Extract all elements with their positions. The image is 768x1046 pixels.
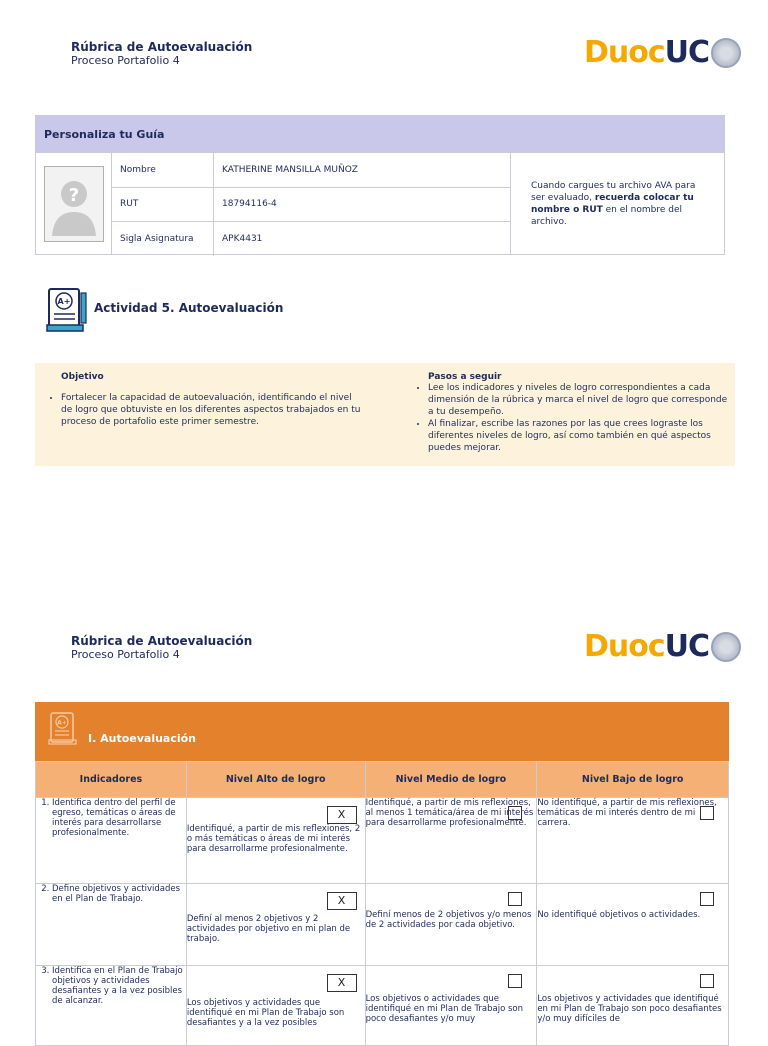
field-row-rut <box>112 188 510 223</box>
checkbox[interactable] <box>700 974 714 988</box>
indicator-text: 2. Define objetivos y actividades en el Plan de Trabajo. <box>52 884 186 904</box>
evaluation-icon <box>45 285 89 337</box>
steps-heading: Pasos a seguir <box>428 372 502 382</box>
level-text: Identifiqué, a partir de mis reflexiones, al menos 1 temática/área de mi interés para desarrollarme profesionalmente. <box>365 798 534 828</box>
rubric-header-row <box>36 762 729 798</box>
checkbox-marked[interactable]: X <box>327 892 357 910</box>
indicator-cell <box>36 966 187 1046</box>
level-cell-medio <box>365 884 537 966</box>
step-item: • Al finalizar, escribe las razones por las que crees lograste los diferentes niveles de logro, así como también en qué aspectos puedes mejorar. <box>428 418 728 454</box>
level-text: Los objetivos y actividades que identifiqué en mi Plan de Trabajo son desafiantes y a la vez posibles <box>186 998 345 1028</box>
objective-box <box>35 363 735 466</box>
field-row-name <box>112 153 510 188</box>
profile-placeholder-icon <box>44 166 104 242</box>
header-title-page2: Rúbrica de Autoevaluación <box>71 634 253 648</box>
header-subtitle-page2: Proceso Portafolio 4 <box>71 648 180 661</box>
objective-item: • Fortalecer la capacidad de autoevaluación, identificando el nivel de logro que obtuviste en los diferentes aspectos trabajados en tu proceso de portafolio este primer semestre. <box>61 392 361 428</box>
level-cell-bajo <box>537 798 729 884</box>
rut-field[interactable]: 18794116-4 <box>222 199 277 210</box>
field-label: Nombre <box>112 153 214 187</box>
duoc-uc-logo-page2 <box>584 629 741 664</box>
evaluation-icon-light <box>48 710 80 750</box>
note-bold: recuerda colocar tu nombre o RUT <box>531 192 694 215</box>
sigla-field[interactable]: APK4431 <box>222 233 263 244</box>
checkbox-marked[interactable]: X <box>327 974 357 992</box>
level-cell-bajo <box>537 884 729 966</box>
logo-duoc: Duoc <box>584 629 665 664</box>
header-subtitle: Proceso Portafolio 4 <box>71 54 180 67</box>
field-label: RUT <box>112 188 214 222</box>
logo-duoc: Duoc <box>584 35 665 70</box>
svg-text:A+: A+ <box>57 719 67 727</box>
guide-box <box>35 115 725 255</box>
column-header: Nivel Medio de logro <box>365 762 537 798</box>
level-text: Definí menos de 2 objetivos y/o menos de 2 actividades por cada objetivo. <box>365 910 532 930</box>
table-row <box>36 798 729 884</box>
column-header: Indicadores <box>36 762 187 798</box>
level-cell-medio <box>365 966 537 1046</box>
duoc-uc-logo <box>584 35 741 70</box>
indicator-cell <box>36 798 187 884</box>
level-text: No identifiqué, a partir de mis reflexiones, temáticas de mi interés dentro de mi carrera. <box>537 798 717 828</box>
level-text: Los objetivos y actividades que identifiqué en mi Plan de Trabajo son poco desafiantes y/o muy difíciles de <box>537 994 722 1024</box>
level-text: Los objetivos o actividades que identifiqué en mi Plan de Trabajo son poco desafiantes y/o muy <box>365 994 524 1024</box>
indicator-text: 3. Identifica en el Plan de Trabajo objetivos y actividades desafiantes y a la vez posibles de alcanzar. <box>52 966 186 1006</box>
level-cell-medio <box>365 798 537 884</box>
column-header: Nivel Bajo de logro <box>537 762 729 798</box>
name-field[interactable]: KATHERINE MANSILLA MUÑOZ <box>222 164 358 175</box>
objective-section <box>61 372 361 428</box>
checkbox[interactable] <box>508 974 522 988</box>
level-text: Identifiqué, a partir de mis reflexiones, 2 o más temáticas o áreas de mi interés para desarrollarme profesionalmente. <box>186 824 361 854</box>
objective-heading: Objetivo <box>61 372 104 382</box>
guide-fields <box>112 153 511 254</box>
section-bar <box>35 702 729 762</box>
level-text: No identifiqué objetivos o actividades. <box>537 910 701 920</box>
table-row <box>36 966 729 1046</box>
note-text: Cuando cargues tu archivo AVA para ser evaluado, <box>531 180 696 203</box>
checkbox[interactable] <box>700 806 714 820</box>
level-cell-alto <box>186 884 365 966</box>
field-row-sigla <box>112 222 510 256</box>
header-title: Rúbrica de Autoevaluación <box>71 40 253 54</box>
logo-uc: UC <box>664 35 710 70</box>
checkbox-marked[interactable]: X <box>327 806 357 824</box>
checkbox[interactable] <box>508 806 522 820</box>
step-item: • Lee los indicadores y niveles de logro correspondientes a cada dimensión de la rúbrica y marca el nivel de logro que corresponde a tu desempeño. <box>428 382 728 418</box>
svg-text:?: ? <box>68 184 79 206</box>
level-cell-alto <box>186 966 365 1046</box>
note-text-end: en el nombre del archivo. <box>531 204 682 227</box>
uc-seal-icon <box>711 38 741 68</box>
checkbox[interactable] <box>508 892 522 906</box>
uc-seal-icon <box>711 632 741 662</box>
rubric-table <box>35 761 729 1046</box>
indicator-text: 1. Identifica dentro del perfil de egreso, temáticas o áreas de interés para desarrollarse profesionalmente. <box>52 798 186 838</box>
section-title: I. Autoevaluación <box>88 732 197 745</box>
steps-section <box>428 372 728 454</box>
activity-title: Actividad 5. Autoevaluación <box>94 301 284 315</box>
level-cell-alto <box>186 798 365 884</box>
guide-heading: Personaliza tu Guía <box>36 116 724 153</box>
column-header: Nivel Alto de logro <box>186 762 365 798</box>
level-text: Definí al menos 2 objetivos y 2 actividades por objetivo en mi plan de trabajo. <box>186 914 351 944</box>
upload-note <box>511 153 724 254</box>
photo-cell <box>36 153 112 254</box>
logo-uc: UC <box>664 629 710 664</box>
checkbox[interactable] <box>700 892 714 906</box>
indicator-cell <box>36 884 187 966</box>
field-label: Sigla Asignatura <box>112 222 214 256</box>
level-cell-bajo <box>537 966 729 1046</box>
table-row <box>36 884 729 966</box>
svg-text:A+: A+ <box>57 297 71 306</box>
